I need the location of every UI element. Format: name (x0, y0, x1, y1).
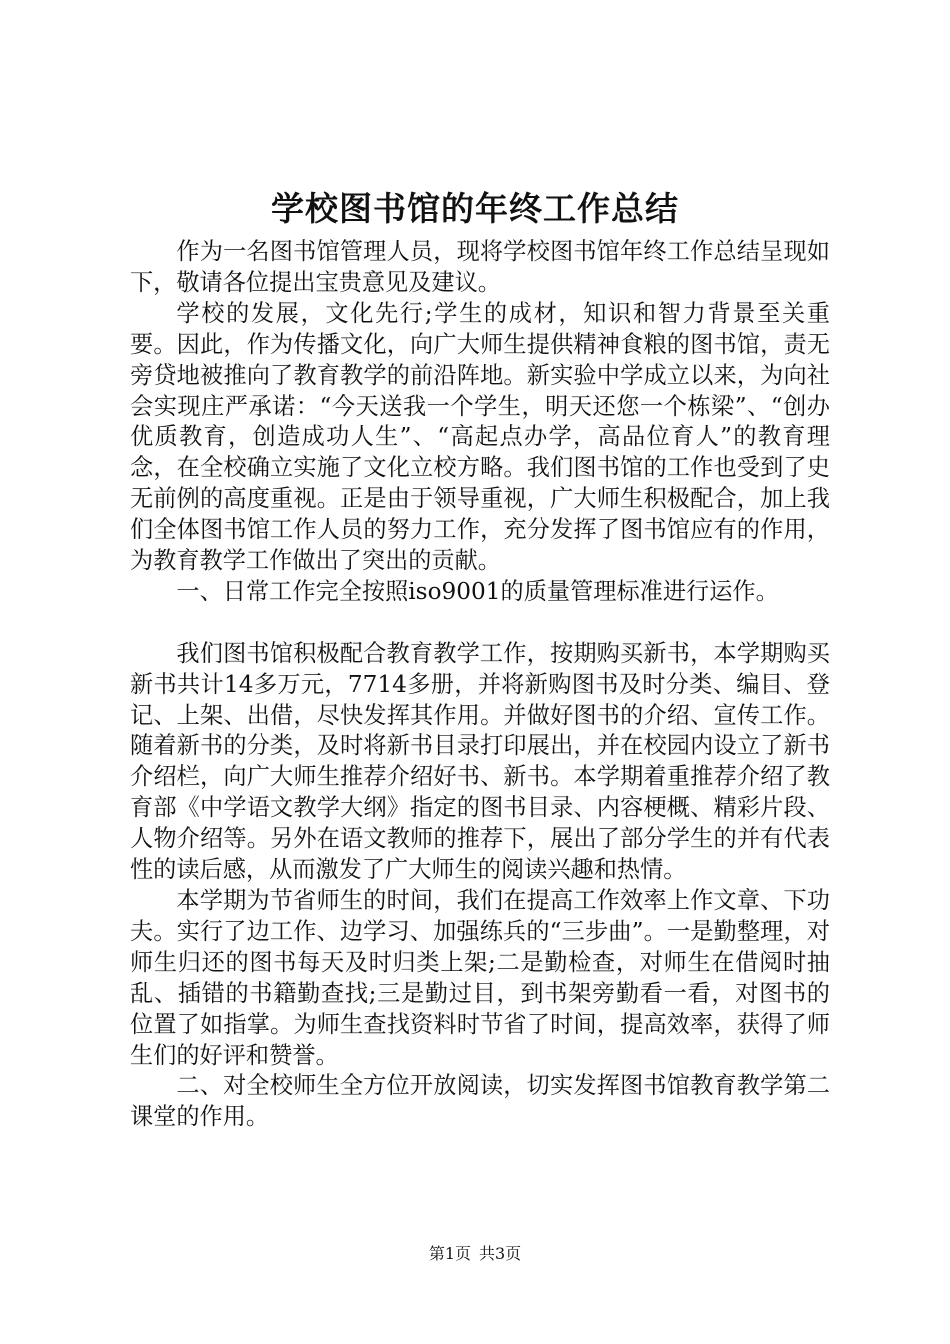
document-title: 学校图书馆的年终工作总结 (271, 189, 679, 228)
paragraph-intro: 作为一名图书馆管理人员，现将学校图书馆年终工作总结呈现如下，敬请各位提出宝贵意见及建议。 (130, 238, 830, 296)
paragraph-efficiency: 本学期为节省师生的时间，我们在提高工作效率上作文章、下功夫。实行了边工作、边学习、加强练兵的“三步曲”。一是勤整理，对师生归还的图书每天及时归类上架;二是勤检查，对师生在借阅时抽乱、插错的书籍勤查找;三是勤过目，到书架旁勤看一看，对图书的位置了如指掌。为师生查找资料时节省了时间，提高效率，获得了师生们的好评和赞誉。 (130, 887, 830, 1069)
paragraph-background: 学校的发展，文化先行;学生的成材，知识和智力背景至关重要。因此，作为传播文化，向广大师生提供精神食粮的图书馆，责无旁贷地被推向了教育教学的前沿阵地。新实验中学成立以来，为向社会实现庄严承诺：“今天送我一个学生，明天还您一个栋梁”、“创办优质教育，创造成功人生”、“高起点办学，高品位育人”的教育理念，在全校确立实施了文化立校方略。我们图书馆的工作也受到了史无前例的高度重视。正是由于领导重视，广大师生积极配合，加上我们全体图书馆工作人员的努力工作，充分发挥了图书馆应有的作用，为教育教学工作做出了突出的贡献。 (130, 299, 830, 575)
section-heading-1: 一、日常工作完全按照iso9001的质量管理标准进行运作。 (176, 577, 779, 605)
paragraph-new-books: 我们图书馆积极配合教育教学工作，按期购买新书，本学期购买新书共计14多万元，7714多册，并将新购图书及时分类、编目、登记、上架、出借，尽快发挥其作用。并做好图书的介绍、宣传工作。随着新书的分类，及时将新书目录打印展出，并在校园内设立了新书介绍栏，向广大师生推荐介绍好书、新书。本学期着重推荐介绍了教育部《中学语文教学大纲》指定的图书目录、内容梗概、精彩片段、人物介绍等。另外在语文教师的推荐下，展出了部分学生的并有代表性的读后感，从而激发了广大师生的阅读兴趣和热情。 (130, 639, 830, 884)
page-footer (0, 1243, 950, 1265)
page-number-current: 第1页 (428, 1244, 471, 1263)
document-body (130, 237, 830, 1133)
section-heading-2: 二、对全校师生全方位开放阅读，切实发挥图书馆教育教学第二课堂的作用。 (130, 1072, 830, 1131)
page-number-total: 共3页 (479, 1244, 522, 1263)
